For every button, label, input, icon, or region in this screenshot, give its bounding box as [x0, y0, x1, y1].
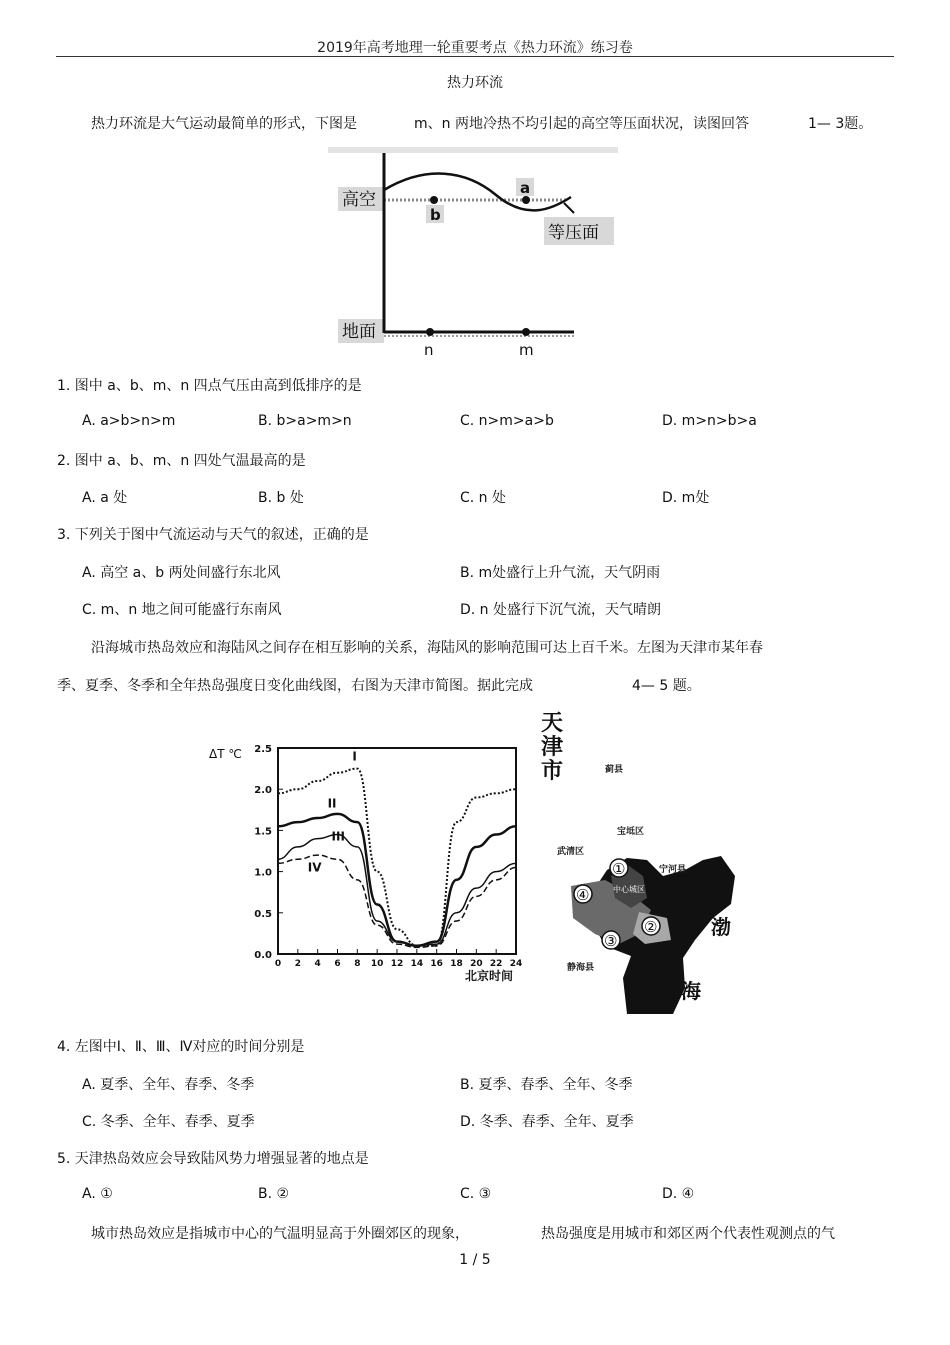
x-tick-label: 12 [390, 959, 404, 969]
q5-option-b[interactable]: B. ② [258, 1186, 290, 1202]
point-b-dot [430, 196, 438, 204]
q2-option-a[interactable]: A. a 处 [82, 490, 128, 506]
marker-1: ① [612, 860, 626, 878]
intro-part2: m、n 两地冷热不均引起的高空等压面状况，读图回答 [414, 116, 749, 132]
point-a-dot [522, 196, 530, 204]
y-tick-label: 2.0 [254, 785, 272, 797]
series-label-I: I [352, 749, 357, 764]
label-n: n [424, 341, 434, 359]
tianjin-map [535, 708, 765, 1023]
q1-option-d[interactable]: D. m>n>b>a [662, 413, 757, 429]
y-tick-label: 0.5 [254, 908, 272, 920]
x-tick-label: 4 [314, 959, 321, 969]
para3-part2: 热岛强度是用城市和郊区两个代表性观测点的气 [541, 1226, 835, 1242]
series-line-I [278, 769, 516, 946]
label-isobar: 等压面 [548, 223, 599, 243]
q2-option-c[interactable]: C. n 处 [460, 490, 506, 506]
x-tick-label: 8 [354, 959, 361, 969]
q2-option-d[interactable]: D. m处 [662, 490, 710, 506]
section-title: 热力环流 [447, 75, 503, 91]
series-label-II: II [327, 796, 337, 811]
q5-option-d[interactable]: D. ④ [662, 1186, 695, 1202]
intro-part3: 1— 3题。 [808, 116, 873, 132]
x-tick-label: 2 [294, 959, 301, 969]
q4-option-a[interactable]: A. 夏季、全年、春季、冬季 [82, 1077, 255, 1093]
para2-line2a: 季、夏季、冬季和全年热岛强度日变化曲线图，右图为天津市简图。据此完成 [57, 678, 533, 694]
q5-option-a[interactable]: A. ① [82, 1186, 113, 1202]
x-tick-label: 14 [410, 959, 424, 969]
y-tick-label: 2.5 [254, 744, 272, 755]
map-label-jixian: 蓟县 [605, 765, 624, 775]
page-number: 1 / 5 [459, 1252, 491, 1268]
q1-option-a[interactable]: A. a>b>n>m [82, 413, 176, 429]
q4-option-c[interactable]: C. 冬季、全年、春季、夏季 [82, 1114, 255, 1130]
x-tick-label: 22 [489, 959, 503, 969]
label-ground: 地面 [342, 322, 376, 342]
q5-option-c[interactable]: C. ③ [460, 1186, 492, 1202]
q3-option-c[interactable]: C. m、n 地之间可能盛行东南风 [82, 602, 282, 618]
x-tick-label: 24 [509, 959, 523, 969]
scan-noise [328, 147, 618, 153]
q5-stem: 5. 天津热岛效应会导致陆风势力增强显著的地点是 [57, 1151, 369, 1167]
chart-ylabel: ΔT ℃ [209, 747, 242, 761]
x-tick-label: 16 [430, 959, 443, 969]
para2-line2b: 4— 5 题。 [632, 678, 701, 694]
heat-island-chart [205, 740, 535, 985]
document-header: 2019年高考地理一轮重要考点《热力环流》练习卷 [317, 40, 633, 56]
map-sea-1: 渤 [711, 915, 731, 939]
q1-option-b[interactable]: B. b>a>m>n [258, 413, 352, 429]
para2-line1: 沿海城市热岛效应和海陆风之间存在相互影响的关系，海陆风的影响范围可达上百千米。左图为天津市某年春 [91, 640, 763, 656]
x-tick-label: 18 [450, 959, 463, 969]
q1-stem: 1. 图中 a、b、m、n 四点气压由高到低排序的是 [57, 378, 362, 394]
x-tick-label: 10 [370, 959, 384, 969]
q2-stem: 2. 图中 a、b、m、n 四处气温最高的是 [57, 453, 306, 469]
map-title-2: 津 [541, 735, 564, 760]
map-label-jinghai: 静海县 [567, 963, 595, 973]
intro-part1: 热力环流是大气运动最简单的形式，下图是 [91, 116, 357, 132]
q3-option-d[interactable]: D. n 处盛行下沉气流，天气晴朗 [460, 602, 662, 618]
q4-stem: 4. 左图中Ⅰ、Ⅱ、Ⅲ、Ⅳ对应的时间分别是 [57, 1039, 305, 1055]
chart-xlabel: 北京时间 [465, 969, 514, 983]
map-label-wuqing: 武清区 [557, 847, 585, 857]
map-label-center: 中心城区 [613, 885, 645, 894]
series-label-IV: IV [307, 860, 322, 875]
isobar-diagram [326, 145, 626, 360]
marker-2: ② [644, 918, 658, 936]
label-high: 高空 [342, 190, 376, 210]
map-label-baodi: 宝坻区 [617, 827, 645, 837]
q3-stem: 3. 下列关于图中气流运动与天气的叙述，正确的是 [57, 527, 369, 543]
q3-option-b[interactable]: B. m处盛行上升气流，天气阴雨 [460, 565, 661, 581]
x-tick-label: 20 [470, 959, 483, 969]
para3-part1: 城市热岛效应是指城市中心的气温明显高于外圈郊区的现象， [91, 1226, 469, 1242]
q4-option-d[interactable]: D. 冬季、春季、全年、夏季 [460, 1114, 634, 1130]
chart-frame [278, 748, 516, 954]
point-n-dot [426, 328, 434, 336]
header-rule [56, 56, 894, 57]
y-tick-label: 0.0 [254, 950, 272, 961]
y-tick-label: 1.5 [254, 826, 272, 838]
label-b: b [430, 206, 441, 224]
q2-option-b[interactable]: B. b 处 [258, 490, 304, 506]
y-tick-label: 1.0 [254, 867, 272, 879]
map-title-3: 市 [541, 759, 564, 784]
q1-option-c[interactable]: C. n>m>a>b [460, 413, 554, 429]
series-label-III: III [331, 829, 345, 844]
map-sea-2: 海 [681, 979, 701, 1003]
marker-4: ④ [576, 886, 590, 904]
x-tick-label: 6 [334, 959, 341, 969]
x-tick-label: 0 [274, 959, 282, 969]
map-label-ninghe: 宁河县 [659, 865, 687, 875]
label-m: m [519, 341, 534, 359]
q4-option-b[interactable]: B. 夏季、春季、全年、冬季 [460, 1077, 633, 1093]
series-line-II [278, 814, 516, 946]
map-title-1: 天 [541, 711, 564, 736]
series-line-III [278, 835, 516, 946]
q3-option-a[interactable]: A. 高空 a、b 两处间盛行东北风 [82, 565, 281, 581]
marker-3: ③ [604, 932, 618, 950]
label-a: a [520, 179, 531, 197]
point-m-dot [522, 328, 530, 336]
